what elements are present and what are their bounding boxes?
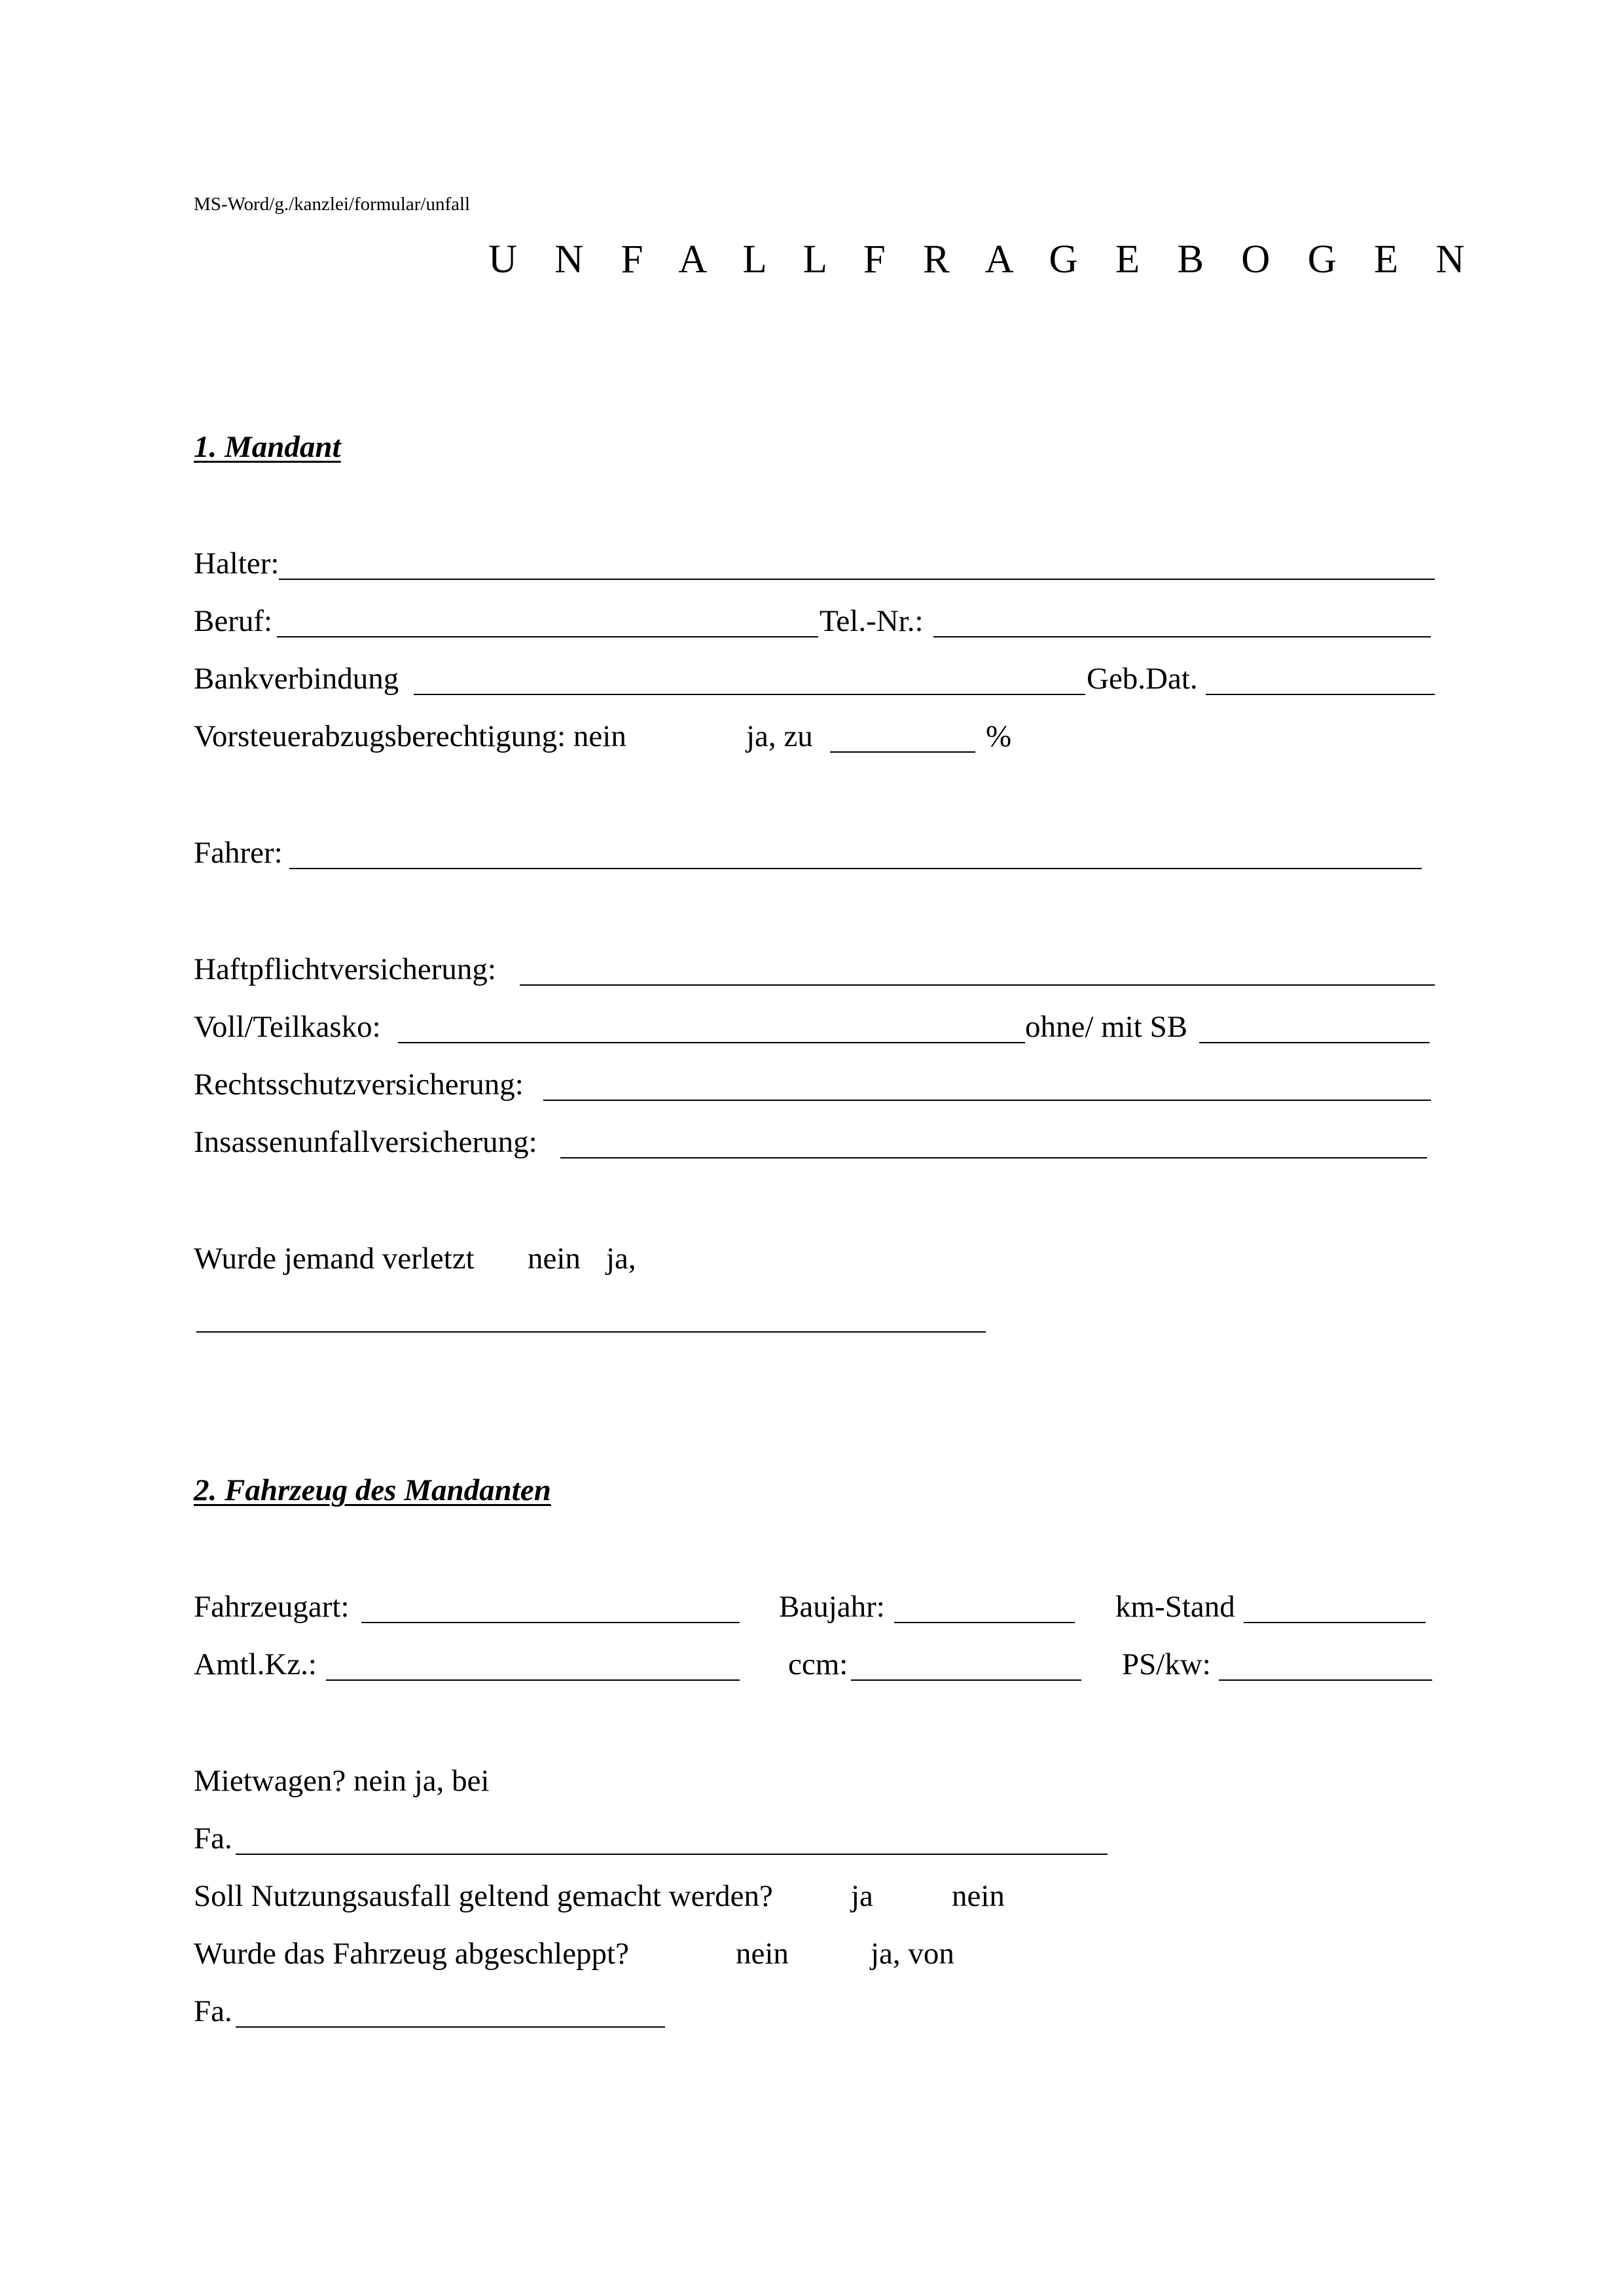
kmstand-label: km-Stand bbox=[1115, 1590, 1235, 1624]
ccm-field[interactable] bbox=[851, 1679, 1081, 1681]
beruf-label: Beruf: bbox=[194, 604, 273, 638]
section-heading-fahrzeug: 2. Fahrzeug des Mandanten bbox=[194, 1473, 551, 1507]
bankverbindung-label: Bankverbindung bbox=[194, 662, 399, 696]
haftpflicht-label: Haftpflichtversicherung: bbox=[194, 952, 496, 986]
halter-label: Halter: bbox=[194, 547, 280, 581]
haftpflicht-field[interactable] bbox=[520, 984, 1435, 986]
verletzt-label: Wurde jemand verletzt bbox=[194, 1242, 475, 1276]
abgeschleppt-ja-option[interactable]: ja, von bbox=[871, 1937, 954, 1971]
fahrer-field[interactable] bbox=[289, 868, 1422, 869]
verletzt-nein-option[interactable]: nein bbox=[528, 1242, 581, 1276]
file-path-label: MS-Word/g./kanzlei/formular/unfall bbox=[194, 194, 471, 215]
nutzungsausfall-ja-option[interactable]: ja bbox=[851, 1879, 873, 1913]
vorsteuer-label: Vorsteuerabzugsberechtigung: nein bbox=[194, 719, 626, 753]
pskw-field[interactable] bbox=[1219, 1679, 1432, 1681]
document-title: U N F A L L F R A G E B O G E N bbox=[488, 238, 1479, 281]
fa-label-mietwagen: Fa. bbox=[194, 1821, 232, 1856]
beruf-field[interactable] bbox=[277, 636, 818, 637]
abgeschleppt-label: Wurde das Fahrzeug abgeschleppt? bbox=[194, 1937, 629, 1971]
nutzungsausfall-label: Soll Nutzungsausfall geltend gemacht werden? bbox=[194, 1879, 773, 1913]
telnr-label: Tel.-Nr.: bbox=[820, 604, 924, 638]
fa-label-abschlepp: Fa. bbox=[194, 1994, 232, 2028]
fahrzeugart-label: Fahrzeugart: bbox=[194, 1590, 350, 1624]
verletzt-ja-option[interactable]: ja, bbox=[606, 1242, 636, 1276]
amtlkz-label: Amtl.Kz.: bbox=[194, 1647, 317, 1681]
nutzungsausfall-nein-option[interactable]: nein bbox=[952, 1879, 1005, 1913]
abgeschleppt-nein-option[interactable]: nein bbox=[736, 1937, 789, 1971]
insassen-label: Insassenunfallversicherung: bbox=[194, 1125, 537, 1159]
gebdat-field[interactable] bbox=[1206, 694, 1435, 695]
vorsteuer-percent-field[interactable] bbox=[830, 751, 975, 753]
gebdat-label: Geb.Dat. bbox=[1087, 662, 1198, 696]
bankverbindung-field[interactable] bbox=[414, 694, 1085, 695]
ccm-label: ccm: bbox=[788, 1647, 848, 1681]
amtlkz-field[interactable] bbox=[326, 1679, 740, 1681]
mietwagen-firma-field[interactable] bbox=[236, 1854, 1108, 1855]
fahrer-label: Fahrer: bbox=[194, 836, 283, 870]
abschlepp-firma-field[interactable] bbox=[236, 2026, 665, 2028]
teilkasko-label: Voll/Teilkasko: bbox=[194, 1010, 381, 1044]
pskw-label: PS/kw: bbox=[1122, 1647, 1211, 1681]
vorsteuer-percent-sign: % bbox=[986, 719, 1012, 753]
teilkasko-field[interactable] bbox=[398, 1042, 1025, 1043]
baujahr-field[interactable] bbox=[894, 1622, 1075, 1623]
sb-field[interactable] bbox=[1199, 1042, 1430, 1043]
rechtsschutz-field[interactable] bbox=[543, 1100, 1431, 1101]
kmstand-field[interactable] bbox=[1244, 1622, 1426, 1623]
halter-field[interactable] bbox=[279, 579, 1435, 580]
verletzt-details-field[interactable] bbox=[196, 1331, 986, 1333]
telnr-field[interactable] bbox=[933, 636, 1431, 637]
sb-label: ohne/ mit SB bbox=[1025, 1010, 1188, 1044]
rechtsschutz-label: Rechtsschutzversicherung: bbox=[194, 1067, 524, 1102]
section-heading-mandant: 1. Mandant bbox=[194, 430, 341, 464]
insassen-field[interactable] bbox=[560, 1157, 1427, 1158]
baujahr-label: Baujahr: bbox=[779, 1590, 885, 1624]
mietwagen-label: Mietwagen? nein ja, bei bbox=[194, 1764, 490, 1798]
vorsteuer-ja-label: ja, zu bbox=[746, 719, 813, 753]
fahrzeugart-field[interactable] bbox=[361, 1622, 740, 1623]
